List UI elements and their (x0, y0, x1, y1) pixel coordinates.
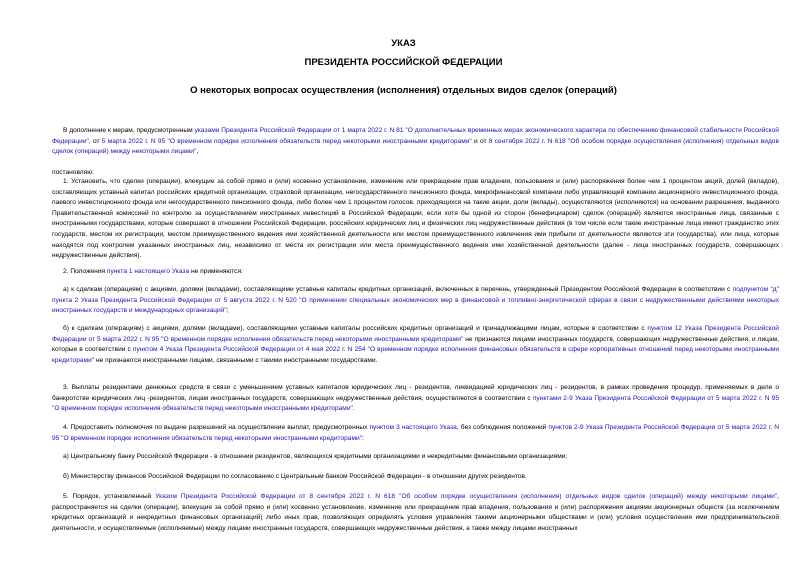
item-5-text-1: 5. Порядок, установленный (63, 493, 156, 500)
item-2b-text-1: б) к сделкам (операциям) с акциями, долями (вкладами), составляющими уставные капиталы российских кредитных организаций и принадлежащими лицам, которые в соответствии с (63, 325, 648, 332)
item-5-paragraph (52, 492, 779, 534)
preamble-text-2: , от (88, 137, 102, 145)
link-decree-95-points-2-9[interactable]: пунктов 2-9 Указа Президента Российской Федерации от 5 марта 2022 г. N 95 "О временном порядке исполнения обязательств перед некоторыми иностранными кредиторами" (52, 424, 779, 442)
document-title: УКАЗ (391, 38, 416, 49)
link-decree-520[interactable]: подпунктом "д" пункта 2 Указа Президента Российской Федерации от 5 августа 2022 г. N 520 "О применении специальных экономических мер в финансовой и топливно-энергетической сферах в связи с недружественными действиями некоторых иностранных государств и международных организаций" (52, 286, 779, 315)
item-2-text-1: 2. Положения (63, 268, 107, 275)
item-4-text-1: 4. Предоставить полномочия по выдаче разрешений на осуществление выплат, предусмотренных (63, 424, 370, 431)
preamble-paragraph (52, 126, 779, 158)
preamble-text-3: и от (471, 137, 489, 145)
item-1-paragraph: 1. Установить, что сделки (операции), влекущие за собой прямо и (или) косвенно установление, изменение или прекращение прав владения, пользования и (или) распоряжения более чем 1 процентом акций, долей (вкладов), составляющих уставный капитал российских кредитной организации, страховой организации, негосударственного пенсионного фонда, микрофинансовой компании либо управляющей компании акционерного инвестиционного фонда, паевого инвестиционного фонда или негосударственного пенсионного фонда, либо более чем 1 процентом голосов, приходящихся на такие акции, доли (вклады), осуществляются (исполняются) на основании разрешения, выданного Правительственной комиссией по контролю за осуществлением иностранных инвестиций в Российской Федерации, если хотя бы одной из сторон (бенефициаром) сделок (операций) являются иностранные лица, связанные с иностранными государствами, которые совершают в отношении Российской Федерации, российских юридических лиц и физических лиц недружественные действия (в том числе если такие иностранные лица имеют гражданство этих государств, местом их регистрации, местом преимущественного ведения ими хозяйственной деятельности или местом преимущественного извлечения ими прибыли от деятельности являются эти государства), или лица, которые находятся под контролем указанных иностранных лиц, независимо от места их регистрации или места преимущественного ведения ими хозяйственной деятельности (далее - лица иностранных государств, совершающих недружественные действия). (52, 178, 779, 260)
preamble-text-1: В дополнение к мерам, предусмотренным (63, 127, 195, 134)
link-decree-95[interactable]: 5 марта 2022 г. N 95 "О временном порядке исполнения обязательств перед некоторыми иностранными кредиторами" (101, 137, 472, 145)
item-4-text-3: : (362, 434, 364, 442)
item-4b-paragraph: б) Министерству финансов Российской Федерации по согласованию с Центральным банком Российской Федерации - в отношении других резидентов. (63, 473, 527, 480)
item-4-text-2: , без соблюдения положений (456, 424, 549, 431)
item-4a-paragraph: а) Центральному банку Российской Федерации - в отношении резидентов, являющихся кредитными организациями и некредитными финансовыми организациями; (63, 453, 568, 460)
decree-word: постановляю: (52, 169, 95, 176)
link-decree-95-items-2-9[interactable]: пунктами 2-9 Указа Президента Российской Федерации от 5 марта 2022 г. N 95 "О временном порядке исполнения обязательств перед некоторыми иностранными кредиторами" (52, 394, 780, 413)
item-5-text-2: , распространяется на сделки (операции), влекущие за собой прямо и (или) косвенно установление, изменение или прекращение прав владения, пользования и (или) распоряжения акциями акционерных обществ (за исключением кредитных организаций и некредитных финансовых организаций) либо иных прав, позволяющих определять условия управления такими акционерными обществами и (или) условия осуществления ими предпринимательской деятельности, и осуществляемые (исполняемые) между лицами иностранных государств, совершающих недружественные действия, а также между лицами иностранных (52, 493, 780, 532)
item-2-paragraph (52, 267, 779, 278)
item-2b-text-3: не признаются иностранными лицами, связанными с такими иностранными государствами. (94, 356, 378, 364)
item-2b-text-2: не признаются лицами иностранных государств, совершающих недружественные действия, и лицам, которые в соответствии с (52, 335, 779, 354)
item-3-paragraph (52, 383, 779, 415)
link-decree-618[interactable]: 8 сентября 2022 г. N 618 "Об особом порядке осуществления (исполнения) отдельных видов сделок (операций) между некоторыми лицами" (52, 137, 779, 156)
item-2a-text-1: а) к сделкам (операциям) с акциями, долями (вкладами), составляющими уставные капиталы кредитных организаций, включенных в перечень, утвержденный Президентом Российской Федерации в соответствии с (63, 286, 733, 293)
link-item-1[interactable]: пункта 1 настоящего Указа (106, 268, 190, 275)
item-2a-paragraph (52, 285, 779, 317)
item-2a-text-2: ; (226, 307, 229, 315)
document-subject: О некоторых вопросах осуществления (исполнения) отдельных видов сделок (операций) (190, 85, 617, 96)
link-decree-81[interactable]: указами Президента Российской Федерации от 1 марта 2022 г. N 81 "О дополнительных временных мерах экономического характера по обеспечению финансовой стабильности Российской Федерации" (52, 127, 779, 145)
link-decree-95-item-12[interactable]: пунктом 12 Указа Президента Российской Федерации от 5 марта 2022 г. N 95 "О временном порядке исполнения обязательств перед некоторыми иностранными кредиторами" (52, 325, 779, 343)
item-2b-paragraph (52, 324, 779, 366)
item-4-paragraph (52, 423, 779, 444)
item-3-text-1: 3. Выплаты резидентами денежных средств в связи с уменьшением уставных капиталов юридических лиц - резидентов, ликвидацией юридических лиц - резидентов, в рамках проведения процедур, применяемых в деле о банкротстве юридических лиц -резидентов, лицам иностранных государств, совершающих недружественные действия, осуществляются в соответствии с (52, 384, 779, 402)
document-issuer: ПРЕЗИДЕНТА РОССИЙСКОЙ ФЕДЕРАЦИИ (304, 57, 503, 68)
item-2-text-2: не применяются: (189, 268, 243, 275)
link-decree-618-item-5[interactable]: Указом Президента Российской Федерации от 8 сентября 2022 г. N 618 "Об особом порядке осуществления (исполнения) отдельных видов сделок (операций) между некоторыми лицами" (155, 493, 778, 500)
preamble-text-4: , (196, 148, 199, 156)
item-3-text-2: . (352, 405, 355, 413)
link-item-3[interactable]: пунктом 3 настоящего Указа (369, 424, 457, 431)
link-decree-254[interactable]: пунктом 4 Указа Президента Российской Федерации от 4 мая 2022 г. N 254 "О временном порядке исполнения финансовых обязательств в сфере корпоративных отношений перед некоторыми иностранными кредиторами" (52, 346, 779, 364)
